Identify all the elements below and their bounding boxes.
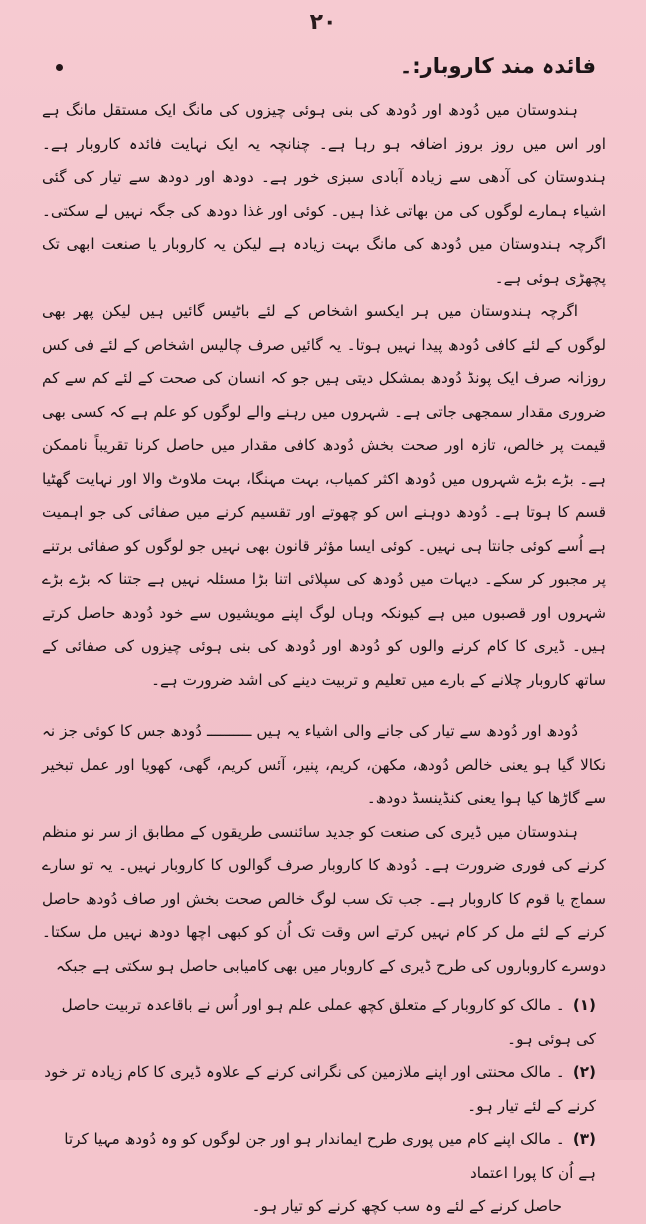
conditions-list: [42, 989, 606, 1190]
list-item: [42, 1123, 606, 1190]
section-heading: فائدہ مند کاروبار:۔: [399, 54, 596, 78]
ink-dot: [56, 64, 63, 71]
list-item: [42, 989, 606, 1056]
list-item-text: ۔ مالک اپنے کام میں پوری طرح ایماندار ہو اور جن لوگوں کو وہ دُودھ مہیا کرتا ہے اُن کا پورا اعتماد: [64, 1130, 596, 1182]
paragraph-3: دُودھ اور دُودھ سے تیار کی جانے والی اشیاء یہ ہیں ــــــــــ دُودھ جس کا کوئی جز نہ نکالا گیا ہو یعنی خالص دُودھ، مکھن، کریم، پنیر، آئس کریم، گھی، کھویا اور عمل تبخیر سے گاڑھا کیا ہوا یعنی کنڈینسڈ دودھ۔: [42, 722, 606, 807]
list-item-number: (۳): [572, 1130, 596, 1148]
list-item-text: ۔ مالک کو کاروبار کے متعلق کچھ عملی علم ہو اور اُس نے باقاعدہ تربیت حاصل کی ہوئی ہو۔: [61, 996, 596, 1048]
list-continuation: حاصل کرنے کے لئے وہ سب کچھ کرنے کو تیار ہو۔: [251, 1197, 562, 1215]
list-item-text: ۔ مالک محنتی اور اپنے ملازمین کی نگرانی کرنے کے علاوہ ڈیری کا کام زیادہ تر خود کرنے کے لئے تیار ہو۔: [44, 1063, 596, 1115]
page-number: ۲۰: [309, 10, 337, 35]
list-item: [42, 1056, 606, 1123]
list-item-number: (۱): [572, 996, 596, 1014]
list-item-number: (۲): [572, 1063, 596, 1081]
paragraph-2: اگرچہ ہندوستان میں ہر ایکسو اشخاص کے لئے باٹیس گائیں ہیں لیکن پھر بھی لوگوں کے لئے کافی دُودھ پیدا نہیں ہوتا۔ یہ گائیں صرف چالیس اشخاص کے لئے فی کس روزانہ صرف ایک پونڈ دُودھ بمشکل دیتی ہیں جو کہ انسان کی صحت کے لئے کم سے کم ضروری مقدار سمجھی جاتی ہے۔ شہروں میں رہنے والے لوگوں کو علم ہے کہ کسی بھی قیمت پر خالص، تازہ اور صحت بخش دُودھ کافی مقدار میں حاصل کرنا تقریباً ناممکن ہے۔ بڑے بڑے شہروں میں دُودھ اکثر کمیاب، بہت مہنگا، بہت ملاوٹ والا اور نہایت گھٹیا قسم کا ہوتا ہے۔ دُودھ دوہنے اس کو چھوتے اور تقسیم کرنے میں صفائی کی جو اہمیت ہے اُسے کوئی جانتا ہی نہیں۔ کوئی ایسا مؤثر قانون بھی نہیں جو لوگوں کو صفائی برتنے پر مجبور کر سکے۔ دیہات میں دُودھ کی سپلائی اتنا بڑا مسئلہ نہیں ہے جتنا کہ بڑے بڑے شہروں اور قصبوں میں ہے کیونکہ وہاں لوگ اپنے مویشیوں سے خود دُودھ حاصل کرتے ہیں۔ ڈیری کا کام کرنے والوں کو دُودھ اور دُودھ کی بنی ہوئی چیزوں کی صفائی کے ساتھ کاروبار چلانے کے بارے میں تعلیم و تربیت دینے کی اشد ضرورت ہے۔: [42, 302, 606, 689]
paragraph-4: ہندوستان میں ڈیری کی صنعت کو جدید سائنسی طریقوں کے مطابق از سر نو منظم کرنے کی فوری ضرورت ہے۔ دُودھ کا کاروبار صرف گوالوں کا کاروبار نہیں۔ یہ تو سارے سماج یا قوم کا کاروبار ہے۔ جب تک سب لوگ خالص صحت بخش اور صاف دُودھ حاصل کرنے کے لئے مل کر کام نہیں کرتے اس وقت تک اُن کو کبھی اچھا دودھ نہیں مل سکتا۔ دوسرے کاروباروں کی طرح ڈیری کے کاروبار میں بھی کامیابی حاصل ہو سکتی ہے جبکہ: [42, 822, 606, 975]
paragraph-1: ہندوستان میں دُودھ اور دُودھ کی بنی ہوئی چیزوں کی مانگ ایک مستقل مانگ ہے اور اس میں روز بروز اضافہ ہو رہا ہے۔ چنانچہ یہ ایک نہایت فائدہ کاروبار ہے۔ ہندوستان کی آدھی سے زیادہ آبادی سبزی خور ہے۔ دودھ اور دودھ سے تیار کی گئی اشیاء ہمارے لوگوں کی من بھاتی غذا ہیں۔ کوئی اور غذا دودھ کی جگہ نہیں لے سکتی۔ اگرچہ ہندوستان میں دُودھ کی مانگ بہت زیادہ ہے لیکن یہ کاروبار یا صنعت ابھی تک پچھڑی ہوئی ہے۔: [42, 101, 606, 287]
section-gap: [42, 697, 606, 715]
